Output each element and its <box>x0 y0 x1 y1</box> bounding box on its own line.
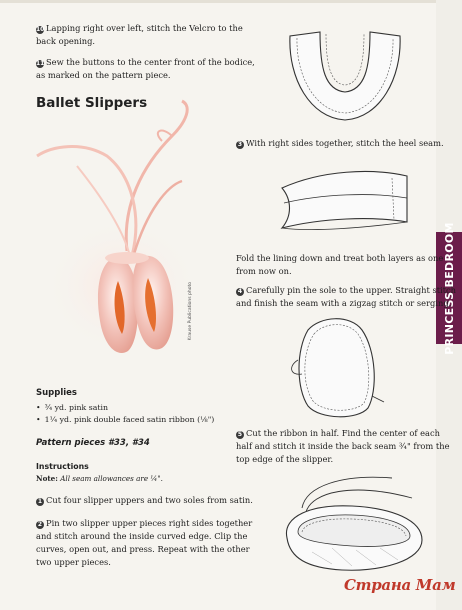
step-text: curves, open out, and press. Repeat with the other <box>36 544 250 554</box>
step-text: With right sides together, stitch the heel seam. <box>246 138 444 148</box>
step-text: Cut the ribbon in half. Find the center of each <box>246 428 440 438</box>
supply-item: • 1¼ yd. pink double faced satin ribbon (⅛") <box>36 414 214 426</box>
pattern-pieces: Pattern pieces #33, #34 <box>36 438 150 448</box>
page-margin-strip-lower <box>436 344 462 610</box>
fold-lining-note <box>236 252 443 278</box>
section-tab-label: PRINCESS BEDROOM <box>442 221 456 355</box>
step-10 <box>36 22 243 48</box>
seam-note <box>36 474 163 483</box>
supply-item: • ¾ yd. pink satin <box>36 402 214 414</box>
page-top-edge <box>0 0 440 3</box>
heel-seam-illustration <box>262 158 422 240</box>
step-text: Carefully pin the sole to the upper. Straight stitch <box>246 285 457 295</box>
step-5 <box>236 427 450 466</box>
page-margin-strip <box>436 0 462 232</box>
step-number: 3 <box>237 141 243 148</box>
supplies-list <box>36 402 214 426</box>
step-text: half and stitch it inside the back seam ¾" from the <box>236 441 450 451</box>
sole-pinning-illustration <box>280 310 390 422</box>
step-text: two upper pieces. <box>36 557 111 567</box>
step-3 <box>236 137 444 150</box>
ribbon-slipper-illustration <box>272 468 432 580</box>
step-number: 11 <box>36 60 45 67</box>
slipper-upper-illustration <box>270 18 420 130</box>
step-text: back opening. <box>36 36 96 46</box>
step-text: top edge of the slipper. <box>236 454 334 464</box>
page-title: Ballet Slippers <box>36 95 148 111</box>
note-text: All seam allowances are ¼". <box>60 474 163 483</box>
step-number: 1 <box>37 498 43 505</box>
step-number: 10 <box>36 26 45 33</box>
step-text: Lapping right over left, stitch the Velcro to the <box>46 23 243 33</box>
step-number: 5 <box>237 431 243 438</box>
step-1 <box>36 494 253 507</box>
step-text: Sew the buttons to the center front of the bodice, <box>46 57 255 67</box>
step-4 <box>236 284 456 310</box>
instructions-heading: Instructions <box>36 462 89 471</box>
step-text: Pin two slipper upper pieces right sides together <box>46 518 253 528</box>
step-text: as marked on the pattern piece. <box>36 70 171 80</box>
step-text: and finish the seam with a zigzag stitch or serging. <box>236 298 452 308</box>
step-text: and stitch around the inside curved edge. Clip the <box>36 531 248 541</box>
step-text: from now on. <box>236 266 292 276</box>
ballet-slippers-photo <box>22 96 202 376</box>
site-watermark: Страна Мам <box>344 576 456 594</box>
photo-credit: Krause Publications photo <box>188 282 193 341</box>
step-2 <box>36 517 252 569</box>
step-text: Cut four slipper uppers and two soles from satin. <box>46 495 253 505</box>
supplies-heading: Supplies <box>36 388 77 398</box>
step-number: 4 <box>237 288 243 295</box>
step-11 <box>36 56 255 82</box>
note-label: Note: <box>36 474 58 483</box>
step-text: Fold the lining down and treat both layers as one <box>236 253 444 263</box>
step-number: 2 <box>37 521 43 528</box>
